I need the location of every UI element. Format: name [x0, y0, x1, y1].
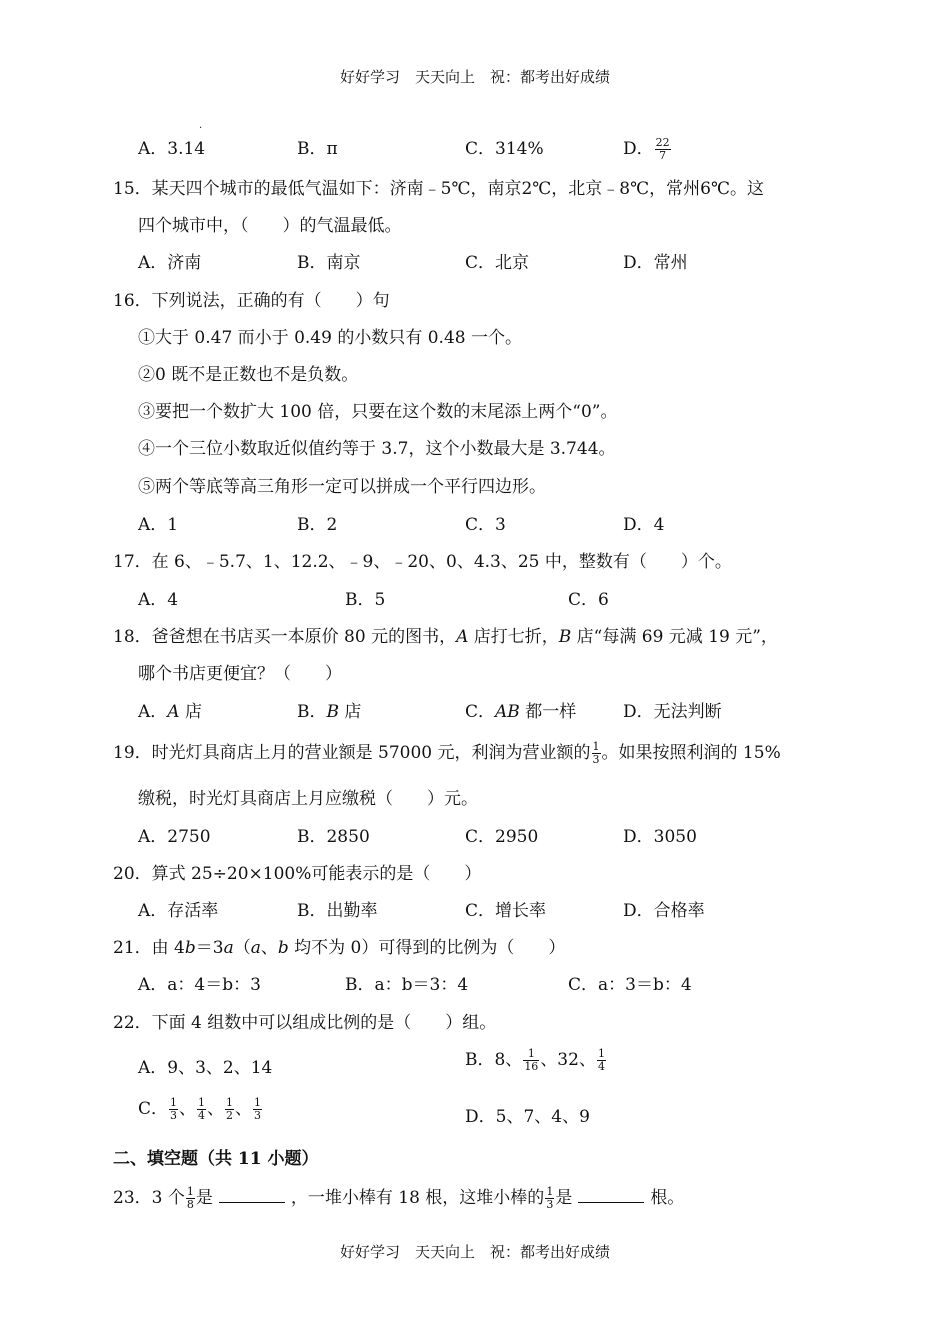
q22-option-a[interactable]: A．9、3、2、14 — [138, 1058, 273, 1078]
q15-option-b[interactable]: B．南京 — [297, 253, 361, 273]
stray-mark: . — [199, 120, 203, 131]
q18-stem-line2: 哪个书店更便宜？（ ） — [138, 664, 342, 684]
q20-option-b[interactable]: B．出勤率 — [297, 901, 378, 921]
answer-blank[interactable] — [578, 1188, 644, 1203]
fraction: $\frac{1}{3}$ — [592, 740, 600, 766]
q20-option-a[interactable]: A．存活率 — [138, 901, 219, 921]
q17-option-b[interactable]: B．5 — [345, 590, 386, 610]
q18-option-b[interactable]: B．B 店 — [297, 702, 362, 722]
fraction: $\frac{1}{8}$ — [186, 1185, 194, 1211]
q16-statement-1: ①大于 0.47 而小于 0.49 的小数只有 0.48 一个。 — [138, 328, 522, 348]
q14-option-c[interactable]: C．314% — [465, 139, 544, 159]
q15-option-a[interactable]: A．济南 — [138, 253, 202, 273]
q19-stem-line1: 19．时光灯具商店上月的营业额是 57000 元，利润为营业额的 $\frac{1}{3}$ 。如果按照利润的 15% — [113, 740, 781, 766]
q14-option-a[interactable]: A．3.14 — [138, 139, 206, 159]
fraction: $\frac{1}{3}$ — [546, 1185, 554, 1211]
q21-option-a[interactable]: A．a：4＝b：3 — [138, 975, 261, 995]
q21-option-c[interactable]: C．a：3＝b：4 — [568, 975, 692, 995]
q15-option-c[interactable]: C．北京 — [465, 253, 530, 273]
q20-option-d[interactable]: D．合格率 — [623, 901, 705, 921]
q16-statement-4: ④一个三位小数取近似值约等于 3.7，这个小数最大是 3.744。 — [138, 439, 616, 459]
q19-option-d[interactable]: D．3050 — [623, 827, 697, 847]
answer-blank[interactable] — [219, 1188, 285, 1203]
q16-statement-5: ⑤两个等底等高三角形一定可以拼成一个平行四边形。 — [138, 477, 546, 497]
page-footer: 好好学习 天天向上 祝：都考出好成绩 — [339, 1243, 610, 1261]
q21-option-b[interactable]: B．a：b＝3：4 — [345, 975, 469, 995]
q18-option-c[interactable]: C．AB 都一样 — [465, 702, 577, 722]
q22-option-d[interactable]: D．5、7、4、9 — [465, 1107, 590, 1127]
fraction: $\frac{22}{7}$ — [655, 136, 670, 162]
q22-option-b[interactable]: B．8、 $\frac{1}{16}$ 、32、 $\frac{1}{4}$ — [465, 1047, 605, 1073]
q20-stem: 20．算式 25÷20×100%可能表示的是（ ） — [113, 864, 482, 884]
q15-option-d[interactable]: D．常州 — [623, 253, 688, 273]
fraction: $\frac{1}{3}$ — [170, 1096, 178, 1122]
q14-option-d[interactable] — [623, 134, 672, 162]
q15-stem-line2: 四个城市中，（ ）的气温最低。 — [138, 216, 402, 236]
fraction: $\frac{1}{4}$ — [597, 1047, 605, 1073]
q16-option-d[interactable]: D．4 — [623, 515, 665, 535]
q14-option-d-label: D． — [623, 139, 654, 159]
fraction: $\frac{1}{3}$ — [254, 1096, 262, 1122]
page-header: 好好学习 天天向上 祝：都考出好成绩 — [339, 68, 610, 86]
q16-option-b[interactable]: B．2 — [297, 515, 338, 535]
q20-option-c[interactable]: C．增长率 — [465, 901, 547, 921]
q19-stem-line2: 缴税，时光灯具商店上月应缴税（ ）元。 — [138, 789, 478, 809]
q15-stem-line1: 15．某天四个城市的最低气温如下：济南﹣5℃，南京2℃，北京﹣8℃，常州6℃。这 — [113, 179, 764, 199]
q19-option-b[interactable]: B．2850 — [297, 827, 370, 847]
q18-option-a[interactable]: A．A 店 — [138, 702, 202, 722]
q22-stem: 22．下面 4 组数中可以组成比例的是（ ）组。 — [113, 1013, 497, 1033]
q17-option-a[interactable]: A．4 — [138, 590, 179, 610]
q18-option-d[interactable]: D．无法判断 — [623, 702, 722, 722]
section-heading: 二、填空题（共 11 小题） — [113, 1149, 319, 1169]
q16-option-c[interactable]: C．3 — [465, 515, 506, 535]
fraction: $\frac{1}{4}$ — [198, 1096, 206, 1122]
q17-option-c[interactable]: C．6 — [568, 590, 609, 610]
q23-stem: 23．3 个 $\frac{1}{8}$ 是 ，一堆小棒有 18 根，这堆小棒的 $\frac{1}{3}$ 是 根。 — [113, 1185, 685, 1211]
q22-option-c[interactable]: C． $\frac{1}{3}$ 、 $\frac{1}{4}$ 、 $\frac{1}{2}$ 、 $\frac{1}{3}$ — [138, 1096, 262, 1122]
fraction: $\frac{1}{2}$ — [226, 1096, 234, 1122]
q17-stem: 17．在 6、﹣5.7、1、12.2、﹣9、﹣20、0、4.3、25 中，整数有（ ）个。 — [113, 552, 732, 572]
q18-stem-line1: 18．爸爸想在书店买一本原价 80 元的图书，A 店打七折，B 店“每满 69 元减 19 元”， — [113, 627, 778, 647]
q16-statement-2: ②0 既不是正数也不是负数。 — [138, 365, 359, 385]
q16-statement-3: ③要把一个数扩大 100 倍，只要在这个数的末尾添上两个“0”。 — [138, 402, 618, 422]
q16-option-a[interactable]: A．1 — [138, 515, 179, 535]
q16-stem: 16．下列说法，正确的有（ ）句 — [113, 291, 390, 311]
q19-option-c[interactable]: C．2950 — [465, 827, 539, 847]
q19-option-a[interactable]: A．2750 — [138, 827, 211, 847]
q21-stem: 21．由 4b＝3a（a、b 均不为 0）可得到的比例为（ ） — [113, 938, 566, 958]
q14-option-b[interactable]: B．π — [297, 139, 338, 159]
fraction: $\frac{1}{16}$ — [524, 1047, 539, 1073]
